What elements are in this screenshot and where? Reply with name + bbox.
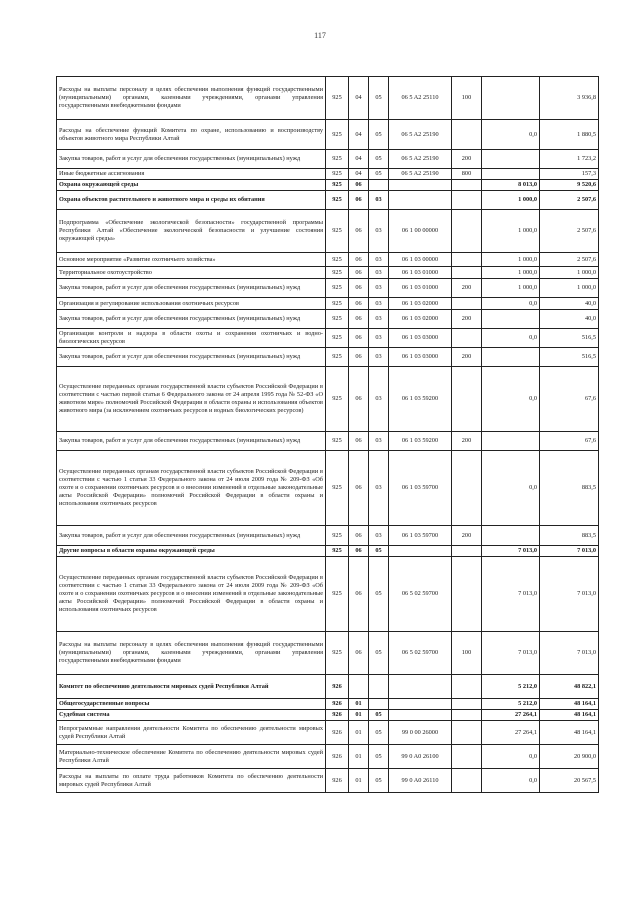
amount-1: 1 000,0 (482, 267, 540, 279)
amount-1: 0,0 (482, 298, 540, 310)
admin-code: 925 (326, 310, 349, 329)
row-name: Судебная система (57, 710, 326, 721)
table-row (57, 632, 599, 675)
target-article-code: 99 0 A0 26100 (389, 745, 452, 769)
section-code: 06 (349, 329, 369, 348)
admin-code: 925 (326, 191, 349, 210)
expense-type-code (452, 675, 482, 699)
expense-type-code (452, 769, 482, 793)
expense-type-code (452, 451, 482, 526)
admin-code: 926 (326, 699, 349, 710)
table-row (57, 279, 599, 298)
section-code: 06 (349, 557, 369, 632)
amount-1 (482, 77, 540, 120)
admin-code: 926 (326, 721, 349, 745)
admin-code: 925 (326, 169, 349, 180)
target-article-code: 06 1 03 59700 (389, 526, 452, 546)
amount-2: 2 507,6 (540, 191, 599, 210)
subsection-code: 03 (369, 191, 389, 210)
amount-1: 0,0 (482, 329, 540, 348)
row-name: Осуществление переданных органам государственной власти субъектов Российской Федерации в соответствии с частью 1 статьи 33 Федерального закона от 24 июля 2009 года № 209-ФЗ «Об охоте и о сохранении охотничьих ресурсов и о внесении изменений в отдельные законодательные акты Российской Федерации» полномочий Российской Федерации в области охраны и использования охотничьих ресурсов (57, 451, 326, 526)
admin-code: 926 (326, 710, 349, 721)
section-code: 04 (349, 120, 369, 150)
target-article-code (389, 675, 452, 699)
amount-1: 5 212,0 (482, 699, 540, 710)
row-name: Расходы на выплаты персоналу в целях обеспечения выполнения функций государственными (муниципальными) органами, казенными учреждениями, органами управления государственными внебюджетными фондами (57, 77, 326, 120)
amount-1: 27 264,1 (482, 710, 540, 721)
subsection-code: 05 (369, 546, 389, 557)
amount-2: 40,0 (540, 298, 599, 310)
expense-type-code: 200 (452, 310, 482, 329)
subsection-code: 05 (369, 77, 389, 120)
row-name: Осуществление переданных органам государственной власти субъектов Российской Федерации в соответствии с частью первой статьи 6 Федерального закона от 24 апреля 1995 года № 52-ФЗ «О животном мире» полномочий Российской Федерации в области охраны и использования объектов животного мира (за исключением охотничьих ресурсов и водных биологических ресурсов) (57, 367, 326, 432)
admin-code: 925 (326, 367, 349, 432)
table-row (57, 267, 599, 279)
target-article-code: 06 5 02 59700 (389, 557, 452, 632)
subsection-code: 05 (369, 721, 389, 745)
subsection-code: 05 (369, 150, 389, 169)
row-name: Закупка товаров, работ и услуг для обеспечения государственных (муниципальных) нужд (57, 432, 326, 451)
target-article-code: 06 1 03 00000 (389, 253, 452, 267)
target-article-code: 06 5 A2 25190 (389, 169, 452, 180)
table-row (57, 367, 599, 432)
expense-type-code (452, 191, 482, 210)
table-row (57, 699, 599, 710)
target-article-code: 06 1 03 02000 (389, 298, 452, 310)
row-name: Другие вопросы в области охраны окружающей среды (57, 546, 326, 557)
target-article-code (389, 710, 452, 721)
row-name: Организация контроля и надзора в области охоты и сохранения охотничьих и водно-биологических ресурсов (57, 329, 326, 348)
amount-2: 516,5 (540, 348, 599, 367)
table-row (57, 451, 599, 526)
row-name: Непрограммные направления деятельности Комитета по обеспечению деятельности мировых судей Республики Алтай (57, 721, 326, 745)
expense-type-code (452, 721, 482, 745)
section-code: 06 (349, 432, 369, 451)
admin-code: 925 (326, 279, 349, 298)
expense-type-code (452, 699, 482, 710)
target-article-code: 06 1 00 00000 (389, 210, 452, 253)
table-row (57, 169, 599, 180)
row-name: Закупка товаров, работ и услуг для обеспечения государственных (муниципальных) нужд (57, 526, 326, 546)
row-name: Общегосударственные вопросы (57, 699, 326, 710)
amount-2: 883,5 (540, 451, 599, 526)
expense-type-code: 800 (452, 169, 482, 180)
subsection-code: 03 (369, 329, 389, 348)
target-article-code: 99 0 00 26000 (389, 721, 452, 745)
expense-type-code (452, 367, 482, 432)
section-code: 06 (349, 310, 369, 329)
table-row (57, 721, 599, 745)
amount-2: 9 520,6 (540, 180, 599, 191)
table-row (57, 769, 599, 793)
expense-type-code (452, 557, 482, 632)
amount-2: 3 936,8 (540, 77, 599, 120)
admin-code: 925 (326, 253, 349, 267)
table-row (57, 432, 599, 451)
subsection-code: 05 (369, 769, 389, 793)
expense-type-code (452, 210, 482, 253)
amount-1 (482, 169, 540, 180)
amount-2: 67,6 (540, 432, 599, 451)
amount-1: 8 013,0 (482, 180, 540, 191)
target-article-code: 06 1 03 01000 (389, 267, 452, 279)
admin-code: 925 (326, 348, 349, 367)
expense-type-code (452, 745, 482, 769)
table-row (57, 191, 599, 210)
section-code: 04 (349, 169, 369, 180)
amount-2: 7 013,0 (540, 557, 599, 632)
section-code: 06 (349, 451, 369, 526)
section-code: 01 (349, 721, 369, 745)
row-name: Расходы на обеспечение функций Комитета по охране, использованию и воспроизводству объектов животного мира Республики Алтай (57, 120, 326, 150)
subsection-code: 03 (369, 348, 389, 367)
expense-type-code: 100 (452, 77, 482, 120)
admin-code: 925 (326, 77, 349, 120)
target-article-code (389, 699, 452, 710)
subsection-code: 05 (369, 710, 389, 721)
subsection-code: 05 (369, 745, 389, 769)
section-code: 01 (349, 699, 369, 710)
section-code: 06 (349, 210, 369, 253)
section-code: 06 (349, 526, 369, 546)
row-name: Комитет по обеспечению деятельности мировых судей Республики Алтай (57, 675, 326, 699)
row-name: Расходы на выплаты по оплате труда работников Комитета по обеспечению деятельности мировых судей Республики Алтай (57, 769, 326, 793)
subsection-code: 05 (369, 120, 389, 150)
amount-1: 7 013,0 (482, 546, 540, 557)
row-name: Подпрограмма «Обеспечение экологической безопасности» государственной программы Республики Алтай «Обеспечение экологической безопасности и улучшение состояния окружающей среды» (57, 210, 326, 253)
subsection-code: 03 (369, 451, 389, 526)
table-row (57, 745, 599, 769)
table-body (57, 77, 599, 793)
amount-1: 1 000,0 (482, 191, 540, 210)
subsection-code: 03 (369, 526, 389, 546)
section-code: 06 (349, 279, 369, 298)
expense-type-code (452, 120, 482, 150)
amount-2: 1 000,0 (540, 267, 599, 279)
subsection-code: 03 (369, 267, 389, 279)
subsection-code: 03 (369, 298, 389, 310)
amount-2: 48 822,1 (540, 675, 599, 699)
admin-code: 926 (326, 675, 349, 699)
subsection-code (369, 699, 389, 710)
amount-1: 7 013,0 (482, 557, 540, 632)
table-row (57, 329, 599, 348)
amount-2: 7 013,0 (540, 632, 599, 675)
row-name: Территориальное охотоустройство (57, 267, 326, 279)
target-article-code (389, 191, 452, 210)
expense-type-code (452, 298, 482, 310)
amount-1: 27 264,1 (482, 721, 540, 745)
subsection-code: 05 (369, 632, 389, 675)
expense-type-code (452, 267, 482, 279)
amount-2: 7 013,0 (540, 546, 599, 557)
admin-code: 925 (326, 546, 349, 557)
amount-2: 1 880,5 (540, 120, 599, 150)
section-code: 06 (349, 267, 369, 279)
section-code: 01 (349, 769, 369, 793)
row-name: Иные бюджетные ассигнования (57, 169, 326, 180)
table-row (57, 298, 599, 310)
subsection-code: 05 (369, 557, 389, 632)
section-code: 06 (349, 546, 369, 557)
subsection-code: 03 (369, 253, 389, 267)
amount-1: 0,0 (482, 367, 540, 432)
subsection-code: 03 (369, 367, 389, 432)
section-code: 06 (349, 191, 369, 210)
target-article-code (389, 180, 452, 191)
row-name: Закупка товаров, работ и услуг для обеспечения государственных (муниципальных) нужд (57, 310, 326, 329)
amount-1: 0,0 (482, 769, 540, 793)
section-code: 01 (349, 745, 369, 769)
target-article-code: 06 1 03 59200 (389, 367, 452, 432)
expense-type-code: 200 (452, 348, 482, 367)
amount-1 (482, 150, 540, 169)
table-row (57, 77, 599, 120)
expense-type-code (452, 180, 482, 191)
amount-2: 2 507,6 (540, 253, 599, 267)
expense-type-code: 200 (452, 432, 482, 451)
expense-type-code: 200 (452, 279, 482, 298)
table-row (57, 675, 599, 699)
table-row (57, 210, 599, 253)
row-name: Материально-техническое обеспечение Комитета по обеспечению деятельности мировых судей Республики Алтай (57, 745, 326, 769)
amount-2: 48 164,1 (540, 699, 599, 710)
section-code: 01 (349, 710, 369, 721)
target-article-code (389, 546, 452, 557)
admin-code: 925 (326, 150, 349, 169)
target-article-code: 06 1 03 03000 (389, 348, 452, 367)
table-row (57, 180, 599, 191)
amount-2: 67,6 (540, 367, 599, 432)
amount-2: 20 567,5 (540, 769, 599, 793)
admin-code: 925 (326, 298, 349, 310)
row-name: Расходы на выплаты персоналу в целях обеспечения выполнения функций государственными (муниципальными) органами, казенными учреждениями, органами управления государственными внебюджетными фондами (57, 632, 326, 675)
expense-type-code (452, 253, 482, 267)
amount-1: 1 000,0 (482, 253, 540, 267)
target-article-code: 06 1 03 59200 (389, 432, 452, 451)
row-name: Осуществление переданных органам государственной власти субъектов Российской Федерации в соответствии с частью 1 статьи 33 Федерального закона от 24 июля 2009 года № 209-ФЗ «Об охоте и о сохранении охотничьих ресурсов и о внесении изменений в отдельные законодательные акты Российской Федерации» полномочий Российской Федерации в области охраны и использования охотничьих ресурсов (57, 557, 326, 632)
expense-type-code (452, 546, 482, 557)
subsection-code: 03 (369, 279, 389, 298)
target-article-code: 06 5 A2 25110 (389, 77, 452, 120)
subsection-code: 05 (369, 169, 389, 180)
expense-type-code: 100 (452, 632, 482, 675)
amount-2: 20 900,0 (540, 745, 599, 769)
target-article-code: 06 5 A2 25190 (389, 150, 452, 169)
amount-1: 0,0 (482, 120, 540, 150)
amount-2: 1 723,2 (540, 150, 599, 169)
expense-type-code: 200 (452, 150, 482, 169)
subsection-code (369, 180, 389, 191)
row-name: Закупка товаров, работ и услуг для обеспечения государственных (муниципальных) нужд (57, 348, 326, 367)
table-row (57, 526, 599, 546)
amount-2: 157,3 (540, 169, 599, 180)
amount-2: 48 164,1 (540, 721, 599, 745)
section-code: 06 (349, 298, 369, 310)
section-code: 04 (349, 77, 369, 120)
table-row (57, 710, 599, 721)
section-code: 06 (349, 253, 369, 267)
amount-1: 1 000,0 (482, 279, 540, 298)
table-row (57, 150, 599, 169)
section-code (349, 675, 369, 699)
admin-code: 925 (326, 267, 349, 279)
section-code: 06 (349, 348, 369, 367)
expense-type-code (452, 329, 482, 348)
amount-2: 2 507,6 (540, 210, 599, 253)
row-name: Организация и регулирование использования охотничьих ресурсов (57, 298, 326, 310)
table-row (57, 546, 599, 557)
amount-1 (482, 310, 540, 329)
section-code: 04 (349, 150, 369, 169)
table-row (57, 253, 599, 267)
admin-code: 925 (326, 120, 349, 150)
amount-1: 1 000,0 (482, 210, 540, 253)
row-name: Охрана объектов растительного и животного мира и среды их обитания (57, 191, 326, 210)
amount-1: 0,0 (482, 451, 540, 526)
amount-1 (482, 432, 540, 451)
target-article-code: 99 0 A0 26110 (389, 769, 452, 793)
row-name: Основное мероприятие «Развитие охотничьего хозяйства» (57, 253, 326, 267)
target-article-code: 06 1 03 01000 (389, 279, 452, 298)
table-row (57, 310, 599, 329)
expense-type-code (452, 710, 482, 721)
section-code: 06 (349, 180, 369, 191)
budget-table (56, 76, 599, 793)
target-article-code: 06 1 03 59700 (389, 451, 452, 526)
admin-code: 925 (326, 180, 349, 191)
subsection-code: 03 (369, 310, 389, 329)
amount-1: 7 013,0 (482, 632, 540, 675)
row-name: Закупка товаров, работ и услуг для обеспечения государственных (муниципальных) нужд (57, 150, 326, 169)
table-row (57, 120, 599, 150)
amount-1 (482, 348, 540, 367)
page-number: 117 (314, 31, 326, 40)
admin-code: 925 (326, 451, 349, 526)
expense-type-code: 200 (452, 526, 482, 546)
section-code: 06 (349, 632, 369, 675)
admin-code: 925 (326, 557, 349, 632)
amount-2: 40,0 (540, 310, 599, 329)
admin-code: 926 (326, 769, 349, 793)
amount-2: 48 164,1 (540, 710, 599, 721)
target-article-code: 06 1 03 03000 (389, 329, 452, 348)
admin-code: 925 (326, 526, 349, 546)
target-article-code: 06 5 02 59700 (389, 632, 452, 675)
target-article-code: 06 1 03 02000 (389, 310, 452, 329)
amount-1: 5 212,0 (482, 675, 540, 699)
subsection-code: 03 (369, 432, 389, 451)
admin-code: 925 (326, 632, 349, 675)
table-row (57, 348, 599, 367)
admin-code: 925 (326, 329, 349, 348)
subsection-code (369, 675, 389, 699)
subsection-code: 03 (369, 210, 389, 253)
table-row (57, 557, 599, 632)
amount-2: 883,5 (540, 526, 599, 546)
amount-1 (482, 526, 540, 546)
admin-code: 925 (326, 432, 349, 451)
admin-code: 925 (326, 210, 349, 253)
amount-2: 1 000,0 (540, 279, 599, 298)
row-name: Закупка товаров, работ и услуг для обеспечения государственных (муниципальных) нужд (57, 279, 326, 298)
admin-code: 926 (326, 745, 349, 769)
amount-1: 0,0 (482, 745, 540, 769)
section-code: 06 (349, 367, 369, 432)
row-name: Охрана окружающей среды (57, 180, 326, 191)
amount-2: 516,5 (540, 329, 599, 348)
target-article-code: 06 5 A2 25190 (389, 120, 452, 150)
